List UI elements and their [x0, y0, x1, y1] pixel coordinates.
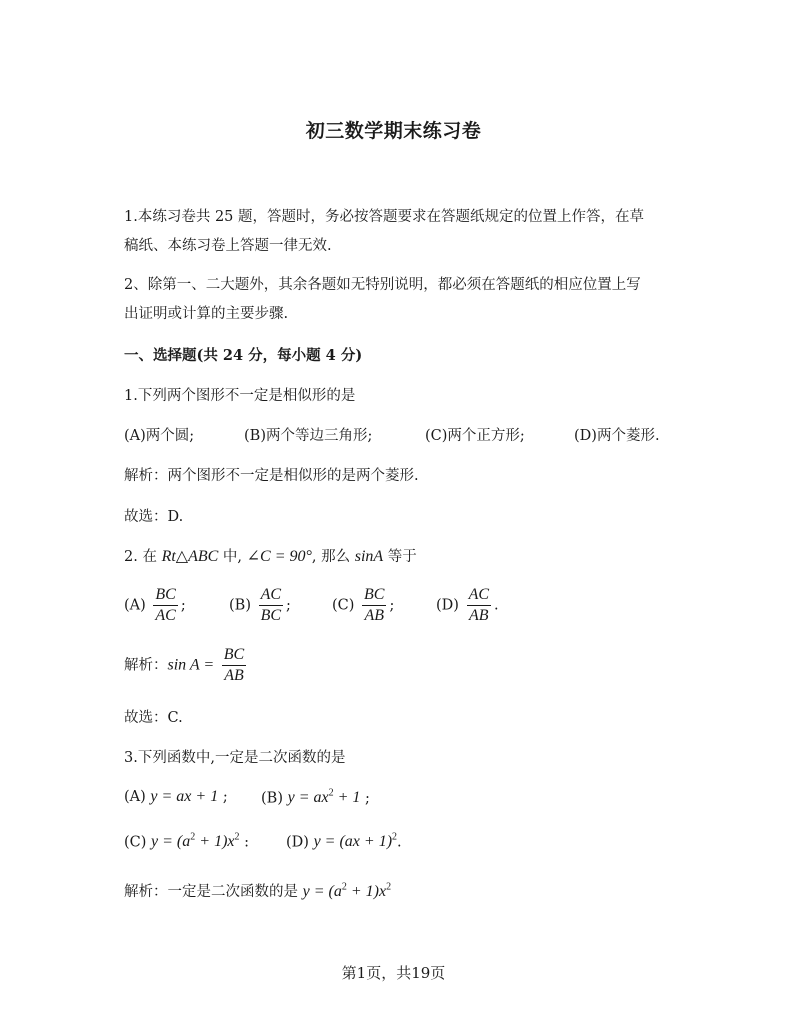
q2-option-d-den: AB: [469, 607, 489, 624]
q3-analysis-part-b: + 1)x: [346, 883, 387, 900]
q2-stem-math-sin: sinA: [354, 548, 384, 565]
q3-option-d-exp: 2: [392, 832, 398, 843]
q3-option-c-part-b: + 1)x: [195, 833, 235, 851]
q2-option-a-fraction: [153, 586, 177, 625]
q2-option-a-end: ;: [180, 597, 186, 614]
q2-option-d: [436, 586, 499, 625]
q3-option-c: [124, 832, 249, 851]
q3-stem: 3.下列函数中,一定是二次函数的是: [124, 750, 346, 766]
q2-analysis-num: BC: [222, 646, 246, 666]
q1-answer: 故选：D.: [124, 509, 184, 525]
q1-option-b: (B)两个等边三角形;: [244, 428, 373, 444]
page-title: 初三数学期末练习卷: [305, 120, 482, 142]
q2-option-a-den: AC: [155, 607, 176, 624]
q2-stem-mid2: , 那么: [311, 549, 355, 565]
q2-analysis-fraction: [222, 646, 246, 685]
q2-stem: [124, 545, 417, 566]
q3-option-b-base: y = ax: [287, 789, 329, 807]
q2-option-b: [229, 586, 291, 625]
q2-option-d-end: .: [494, 597, 499, 614]
q3-option-c-label: (C): [124, 834, 147, 851]
page-footer: 第1页，共19页: [341, 964, 446, 982]
q3-option-b-tail: + 1: [333, 789, 361, 807]
notice-2-line-2: 出证明或计算的主要步骤.: [124, 306, 289, 322]
q3-analysis-math: [303, 883, 391, 900]
q2-stem-prefix: 2. 在: [124, 549, 162, 565]
q2-option-d-label: (D): [436, 597, 459, 614]
q2-option-c-num: BC: [362, 586, 386, 606]
q2-option-b-end: ;: [286, 597, 291, 614]
q3-option-c-part-a: y = (a: [151, 833, 191, 851]
q3-option-a-math: y = ax + 1: [150, 788, 219, 805]
q2-option-d-fraction: [467, 586, 491, 625]
q3-option-b-label: (B): [261, 790, 283, 807]
q2-stem-math-triangle: Rt△ABC: [161, 548, 219, 565]
q1-option-a: (A)两个圆;: [124, 428, 195, 444]
q3-option-a-label: (A): [124, 789, 146, 805]
q3-analysis-prefix: 解析：一定是二次函数的是: [124, 884, 303, 900]
q3-option-d-base: y = (ax + 1): [313, 833, 393, 851]
q2-stem-suffix: 等于: [383, 549, 417, 565]
q2-option-b-label: (B): [229, 597, 251, 614]
notice-1-line-1: 1.本练习卷共 25 题，答题时，务必按答题要求在答题纸规定的位置上作答，在草: [124, 209, 645, 225]
q2-option-c-end: ;: [389, 597, 395, 614]
notice-2-line-1: 2、除第一、二大题外，其余各题如无特别说明，都必须在答题纸的相应位置上写: [124, 277, 641, 293]
q2-option-a-num: BC: [153, 586, 177, 606]
q3-analysis-exp-2: 2: [386, 881, 392, 893]
q3-option-c-exp-1: 2: [190, 832, 196, 843]
q3-option-b-end: ;: [365, 790, 370, 807]
q1-option-c: (C)两个正方形;: [425, 428, 525, 444]
section-heading: 一、选择题(共 24 分，每小题 4 分): [124, 347, 363, 364]
q2-analysis: [124, 646, 249, 685]
q3-option-c-math: [151, 833, 239, 850]
q2-option-a: [124, 586, 186, 625]
q3-option-d: [286, 832, 402, 851]
q2-option-c-fraction: [362, 586, 386, 625]
q2-option-d-num: AC: [467, 586, 491, 606]
q2-stem-mid: 中,: [218, 549, 247, 565]
q2-option-c-den: AB: [364, 607, 385, 624]
q3-analysis-part-a: y = (a: [302, 883, 342, 900]
q3-option-d-math: [314, 833, 397, 850]
q2-option-b-num: AC: [259, 586, 283, 606]
q2-option-a-label: (A): [124, 597, 146, 614]
q3-option-c-exp-2: 2: [234, 832, 240, 843]
q3-analysis: [124, 880, 391, 901]
q3-option-a-end: ;: [222, 789, 228, 805]
q2-option-c: [332, 586, 394, 625]
notice-1-line-2: 稿纸、本练习卷上答题一律无效.: [124, 238, 332, 254]
q2-analysis-lhs: sin A =: [167, 656, 215, 674]
q3-option-c-end: :: [244, 834, 249, 851]
q2-analysis-prefix: 解析：: [124, 657, 168, 674]
q3-analysis-exp-1: 2: [341, 881, 347, 893]
q1-stem: 1.下列两个图形不一定是相似形的是: [124, 388, 356, 404]
q3-option-d-end: .: [397, 834, 402, 851]
q1-option-d: (D)两个菱形.: [574, 428, 660, 444]
q1-analysis: 解析：两个图形不一定是相似形的是两个菱形.: [124, 468, 419, 484]
q3-option-b-math: [288, 789, 361, 806]
q3-option-a: [124, 788, 228, 806]
q2-analysis-den: AB: [224, 667, 244, 684]
q2-option-c-label: (C): [332, 597, 355, 614]
q3-option-d-label: (D): [286, 834, 309, 851]
q3-option-b-exp: 2: [328, 788, 334, 799]
q3-option-b: [261, 788, 370, 807]
q2-stem-math-angle: ∠C = 90°: [246, 548, 312, 565]
q2-answer: 故选：C.: [124, 710, 183, 726]
q2-option-b-fraction: [259, 586, 283, 625]
q2-option-b-den: BC: [260, 607, 282, 624]
